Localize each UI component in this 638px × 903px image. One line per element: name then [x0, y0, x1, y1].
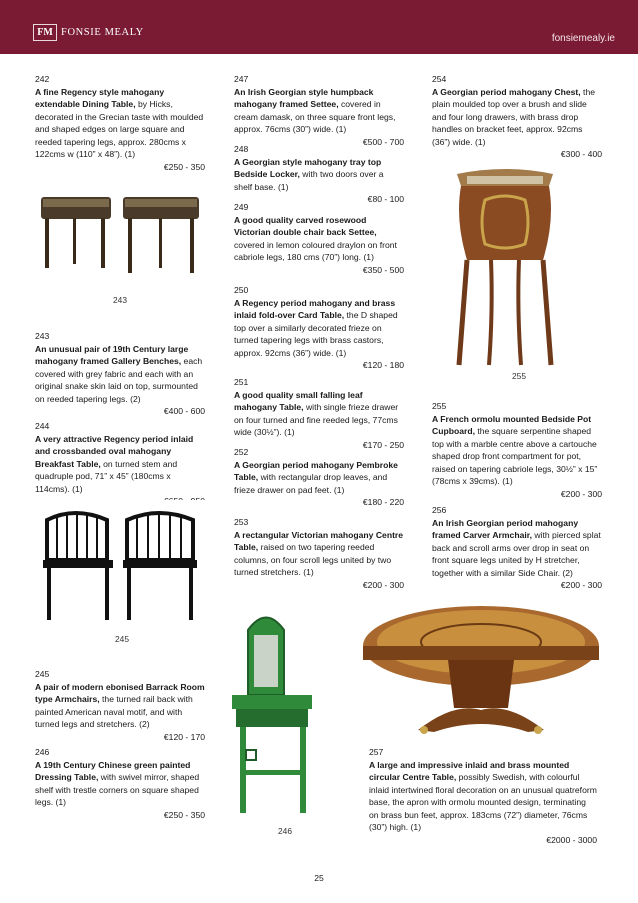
lot-estimate: €500 - 700	[362, 136, 404, 147]
lot-description: the D shaped top over a similarly decorated frieze on turned tapering legs with brass castors, approx. 92cms (36”) wide. (1)	[234, 310, 398, 358]
lot-title: A fine Regency style mahogany extendable Dining Table,	[35, 86, 165, 109]
lot-estimate: €300 - 400	[560, 149, 602, 159]
lot-257-photo	[358, 598, 604, 736]
lot-title: A Georgian period mahogany Pembroke Table,	[234, 459, 398, 482]
lot-243-photo	[35, 187, 205, 289]
lot-244	[35, 420, 205, 508]
photo-caption: 246	[278, 826, 292, 836]
lot-description: the square serpentine shaped top with a marble centre above a cartouche shaped drop front compartment for pot, raised on tapering cabriole legs, 30½” x 15” (78cms x 39cms). (1)	[432, 426, 598, 486]
lot-description: covered in cream damask, on three square front legs, approx. 76cms (30”) wide. (1)	[234, 99, 396, 134]
lot-title: An Irish Georgian period mahogany framed Carver Armchair,	[432, 517, 579, 540]
lot-246-photo	[226, 600, 351, 820]
lot-252	[234, 446, 404, 509]
lot-255-photo	[445, 160, 565, 372]
lot-estimate: €170 - 250	[362, 439, 404, 450]
lot-title: A French ormolu mounted Bedside Pot Cupboard,	[432, 413, 592, 436]
lot-estimate: €250 - 350	[163, 161, 205, 172]
lot-number: 242	[35, 74, 50, 84]
lot-estimate: €200 - 300	[560, 488, 602, 499]
photo-caption: 255	[512, 371, 526, 381]
lot-number: 255	[432, 401, 447, 411]
lot-number: 251	[234, 377, 249, 387]
lot-254	[432, 73, 602, 161]
lot-title: A good quality small falling leaf mahogany Table,	[234, 389, 363, 412]
lot-estimate: €350 - 500	[362, 264, 404, 275]
lot-number: 243	[35, 331, 50, 341]
lot-description: by Hicks, decorated in the Grecian taste with moulded and shaped edges on large square and reeded tapering legs, approx. 280cms x 122cms w (110” x 48”). (1)	[35, 99, 204, 159]
lot-number: 254	[432, 74, 447, 84]
lot-249	[234, 201, 404, 276]
lot-257	[369, 746, 597, 846]
lot-247	[234, 73, 404, 148]
lot-description: the plain moulded top over a brush and slide and four long drawers, with brass drop handles on bracket feet, approx. 92cms (36”) wide. (1)	[432, 86, 596, 147]
lot-251	[234, 376, 404, 451]
lot-256	[432, 504, 602, 592]
centre-table-image	[358, 598, 604, 736]
lot-estimate: €120 - 180	[362, 360, 404, 370]
lot-estimate: €200 - 300	[560, 580, 602, 590]
pot-cupboard-image	[445, 160, 565, 372]
lot-title: A 19th Century Chinese green painted Dressing Table,	[35, 759, 191, 782]
lot-248	[234, 143, 404, 206]
lot-estimate: €80 - 100	[367, 194, 404, 204]
lot-title: A rectangular Victorian mahogany Centre Table,	[234, 529, 404, 552]
photo-caption: 245	[115, 634, 129, 644]
lot-243	[35, 330, 205, 418]
lot-246	[35, 746, 205, 821]
lot-estimate: €200 - 300	[362, 579, 404, 590]
lot-estimate: €400 - 600	[163, 406, 205, 416]
lot-title: A pair of modern ebonised Barrack Room type Armchairs,	[35, 681, 205, 704]
lot-title: A Georgian style mahogany tray top Bedside Locker,	[234, 156, 382, 179]
lot-245-photo	[35, 500, 205, 628]
lot-description: each covered with grey fabric and each with an original snake skin laid on top, surmounted on reeded tapering legs. (2)	[35, 356, 203, 404]
lot-number: 246	[35, 747, 50, 757]
lot-number: 244	[35, 421, 50, 431]
logo-mark: FM	[33, 24, 57, 41]
logo-text: FONSIE MEALY	[61, 27, 144, 38]
lot-description: with pierced splat back and scroll arms over drop in seat on front square legs united by H stretcher, together with a similar Side Chair. (2)	[432, 530, 601, 578]
lot-250	[234, 284, 404, 372]
lot-number: 248	[234, 144, 249, 154]
lot-number: 247	[234, 74, 249, 84]
gallery-benches-image	[35, 187, 205, 289]
lot-number: 250	[234, 285, 249, 295]
lot-estimate: €2000 - 3000	[546, 834, 597, 845]
lot-title: A Georgian period mahogany Chest,	[432, 86, 581, 97]
lot-description: with two doors over a shelf base. (1)	[234, 169, 384, 192]
lot-number: 257	[369, 747, 384, 757]
lot-242	[35, 73, 205, 173]
lot-number: 252	[234, 447, 249, 457]
lot-title: A good quality carved rosewood Victorian double chair back Settee,	[234, 214, 377, 237]
site-link[interactable]: fonsiemealy.ie	[551, 33, 615, 44]
lot-number: 256	[432, 505, 447, 515]
armchairs-image	[35, 500, 205, 628]
lot-title: An Irish Georgian style humpback mahogany framed Settee,	[234, 86, 374, 109]
lot-description: with swivel mirror, shaped shelf with trestle corners on square shaped legs. (1)	[35, 772, 200, 807]
lot-title: A Regency period mahogany and brass inlaid fold-over Card Table,	[234, 297, 396, 320]
lot-number: 245	[35, 669, 50, 679]
lot-number: 249	[234, 202, 249, 212]
brand-logo[interactable]	[33, 24, 144, 41]
lot-245	[35, 668, 205, 743]
lot-description: with rectangular drop leaves, and frieze drawer on pad feet. (1)	[234, 472, 388, 495]
lot-description: on turned stem and quadruple pod, 71” x 45” (180cms x 114cms). (1)	[35, 458, 178, 494]
photo-caption: 243	[113, 295, 127, 305]
lot-title: A large and impressive inlaid and brass mounted circular Centre Table,	[369, 759, 570, 782]
lot-number: 253	[234, 517, 249, 527]
lot-253	[234, 516, 404, 591]
lot-estimate: €180 - 220	[362, 497, 404, 507]
dressing-table-image	[226, 600, 351, 820]
lot-description: with single frieze drawer on four turned and fine reeded legs, 77cms wide (30½”). (1)	[234, 402, 399, 437]
lot-title: An unusual pair of 19th Century large mahogany framed Gallery Benches,	[35, 343, 189, 366]
lot-description: possibly Swedish, with colourful inlaid intertwined floral decoration on an unusual quatreform base, the apron with ormolu mounted design, terminating on brass bun feet, approx. 183cms (72”) diameter, 76cms (30”) high. (1)	[369, 772, 597, 832]
lot-255	[432, 400, 602, 500]
lot-title: A very attractive Regency period inlaid and crossbanded oval mahogany Breakfast Table,	[35, 433, 194, 469]
lot-description: raised on two tapering reeded columns, on four scroll legs united by two turned stretchers. (1)	[234, 542, 392, 577]
lot-estimate: €250 - 350	[163, 809, 205, 820]
lot-estimate: €120 - 170	[163, 731, 205, 742]
page-number: 25	[314, 873, 324, 883]
lot-description: covered in lemon coloured draylon on front cabriole legs, 180 cms (70”) long. (1)	[234, 239, 397, 262]
header-bar	[0, 0, 638, 54]
lot-description: the turned rail back with painted American naval motif, and with turned legs and stretchers. (2)	[35, 694, 193, 729]
